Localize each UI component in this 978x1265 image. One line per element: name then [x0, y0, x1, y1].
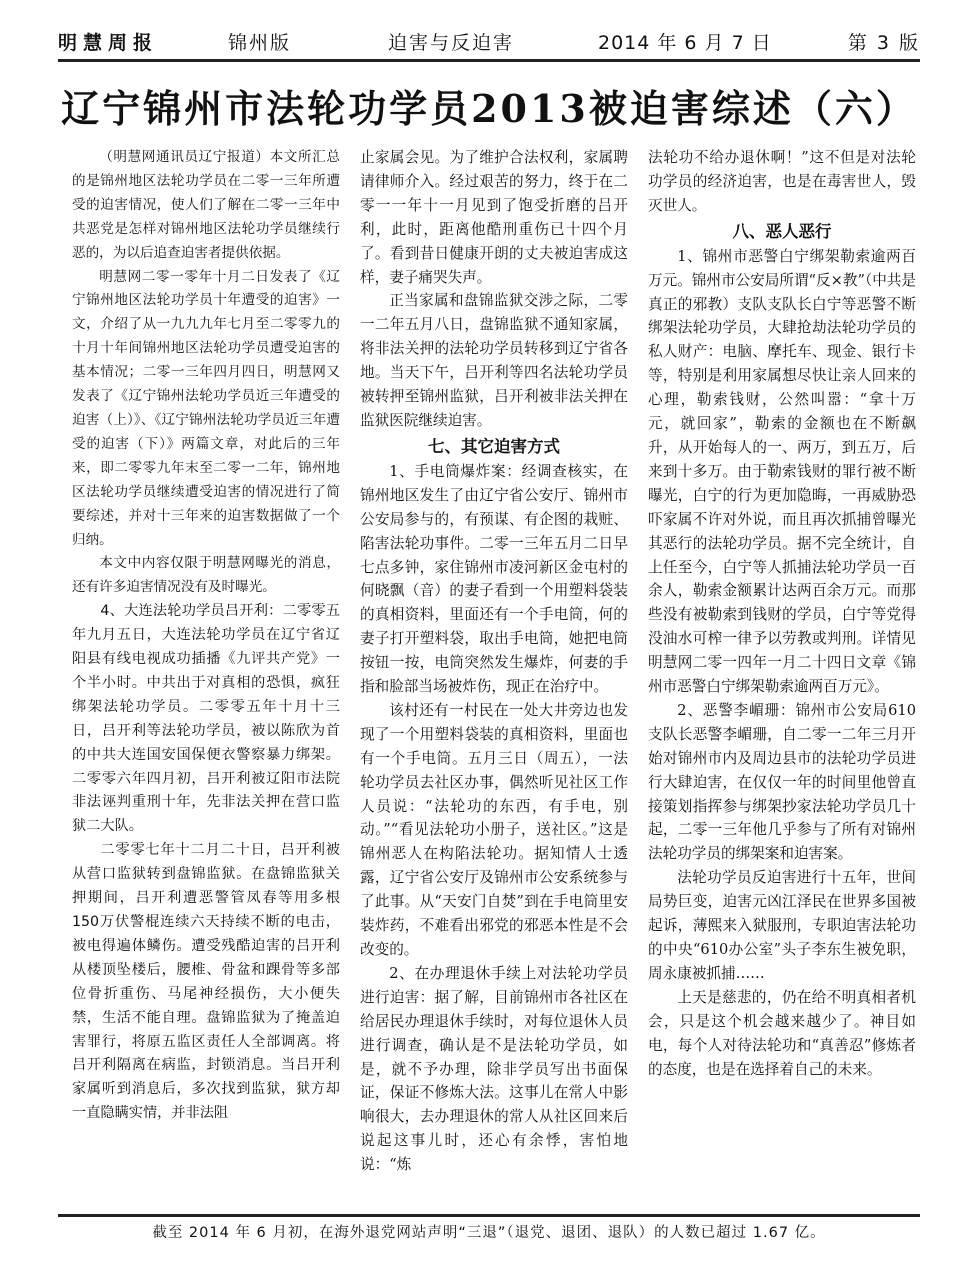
footer-divider — [58, 1214, 920, 1217]
paragraph: 该村还有一村民在一处大井旁边也发现了一个用塑料袋装的真相资料，里面也有一个手电筒。五月三日（周五），一法轮功学员去社区办事，偶然听见社区工作人员说：“法轮功的东西，有手电，别动。”“看见法轮功小册子，送社区。”这是锦州恶人在构陷法轮功。据知情人士透露，辽宁省公安厅及锦州市公安系统参与了此事。从“天安门自焚”到在手电筒里安装炸药，不难看出邪党的邪恶本性是不会改变的。 — [360, 701, 628, 958]
paragraph: （明慧网通讯员辽宁报道）本文所汇总的是锦州地区法轮功学员在二零一三年所遭受的迫害情况，使人们了解在二零一三年中共恶党是怎样对锦州地区法轮功学员继续行恶的，为以后追查迫害者提供依据。 — [72, 149, 340, 261]
paragraph: 止家属会见。为了维护合法权利，家属聘请律师介入。经过艰苦的努力，终于在二零一一年十一月见到了饱受折磨的吕开利，此时，距离他酷刑重伤已十四个月了。看到昔日健康开朗的丈夫被迫害成这样，妻子痛哭失声。 — [360, 149, 628, 286]
page-number: 第 3 版 — [847, 31, 920, 54]
column-1 — [72, 146, 340, 1206]
issue-date: 2014 年 6 月 7 日 — [598, 31, 772, 54]
paragraph: 2、恶警李嵋珊：锦州市公安局610支队长恶警李嵋珊，自二零一二年三月开始对锦州市内及周边县市的法轮功学员进行大肆迫害，在仅仅一年的时间里他曾直接策划指挥参与绑架抄家法轮功学员几十起，二零一三年他几乎参与了所有对锦州法轮功学员的绑架案和迫害案。 — [648, 701, 916, 863]
paragraph: 4、大连法轮功学员吕开利：二零零五年九月五日，大连法轮功学员在辽宁省辽阳县有线电视成功插播《九评共产党》一个半小时。中共出于对真相的恐惧，疯狂绑架法轮功学员。二零零五年十月十三日，吕开利等法轮功学员，被以陈欣为首的中共大连国安国保便衣警察暴力绑架。二零零六年四月初，吕开利被辽阳市法院非法诬判重刑十年，先非法关押在营口监狱二大队。 — [72, 603, 340, 835]
paragraph: 法轮功学员反迫害进行十五年，世间局势巨变，迫害元凶江泽民在世界多国被起诉，薄熙来入狱服刑，专职迫害法轮功的中央“610办公室”头子李东生被免职，周永康被抓捕…… — [648, 869, 916, 982]
paragraph: 二零零七年十二月二十日，吕开利被从营口监狱转到盘锦监狱。在盘锦监狱关押期间，吕开利遭恶警管凤春等用多根150万伏警棍连续六天持续不断的电击，被电得遍体鳞伤。遭受残酷迫害的吕开利从楼顶坠楼后，腰椎、骨盆和踝骨等多部位骨折重伤、马尾神经损伤，大小便失禁，生活不能自理。盘锦监狱为了掩盖迫害罪行，将原五监区责任人全部调离。将吕开利隔离在病监，封锁消息。当吕开利家属听到消息后，多次找到监狱，狱方却一直隐瞒实情，并非法阻 — [72, 842, 340, 1122]
section-heading: 七、其它迫害方式 — [428, 436, 560, 456]
section-heading: 八、恶人恶行 — [732, 221, 832, 241]
header-divider — [58, 59, 920, 62]
paragraph: 1、锦州市恶警白宁绑架勒索逾两百万元。锦州市公安局所谓“反×教”（中共是真正的邪教）支队支队长白宁等恶警不断绑架法轮功学员，大肆抢劫法轮功学员的私人财产：电脑、摩托车、现金、银行卡等，特别是利用家属想尽快让亲人回来的心理，勒索钱财，公然叫嚣：“拿十万元，就回家”，勒索的金额也在不断飙升，从开始每人的一、两万，到五万，后来到十多万。由于勒索钱财的罪行被不断曝光，白宁的行为更加隐晦，一再威胁恐吓家属不许对外说，而且再次抓捕曾曝光其恶行的法轮功学员。据不完全统计，自上任至今，白宁等人抓捕法轮功学员一百余人，勒索金额累计达两百余万元。而那些没有被勒索到钱财的学员，白宁等党得没油水可榨一律予以劳教或判刑。详情见明慧网二零一四年一月二十四日文章《锦州市恶警白宁绑架勒索逾两百万元》。 — [648, 247, 916, 696]
article-headline: 辽宁锦州市法轮功学员2013被迫害综述（六） — [61, 86, 917, 131]
masthead — [58, 24, 920, 58]
paragraph: 上天是慈悲的，仍在给不明真相者机会，只是这个机会越来越少了。神目如电，每个人对待法轮功和“真善忍”修炼者的态度，也是在选择着自己的未来。 — [648, 988, 916, 1078]
footer-notice: 截至 2014 年 6 月初，在海外退党网站声明“三退”（退党、退团、退队）的人数已超过 1.67 亿。 — [152, 1225, 826, 1241]
paragraph: 正当家属和盘锦监狱交涉之际，二零一二年五月八日，盘锦监狱不通知家属，将非法关押的法轮功学员转移到辽宁省各地。当天下午，吕开利等四名法轮功学员被转押至锦州监狱，吕开利被非法关押在监狱医院继续迫害。 — [360, 292, 628, 429]
column-3 — [648, 146, 916, 1206]
paragraph: 法轮功不给办退休啊！”这不但是对法轮功学员的经济迫害，也是在毒害世人，毁灭世人。 — [648, 149, 916, 214]
paragraph: 明慧网二零一零年十月二日发表了《辽宁锦州地区法轮功学员十年遭受的迫害》一文，介绍了从一九九九年七月至二零零九的十月十年间锦州地区法轮功学员遭受迫害的基本情况；二零一三年四月四日，明慧网又发表了《辽宁锦州法轮功学员近三年遭受的迫害（上）》、《辽宁锦州法轮功学员近三年遭受的迫害（下）》两篇文章，对此后的三年来，即二零零九年末至二零一二年，锦州地区法轮功学员继续遭受迫害的情况进行了简要综述，并对十三年来的迫害数据做了一个归纳。 — [72, 268, 340, 548]
paragraph: 2、在办理退休手续上对法轮功学员进行迫害：据了解，目前锦州市各社区在给居民办理退休手续时，对每位退休人员进行调查，确认是不是法轮功学员，如是，就不予办理，除非学员写出书面保证，保证不修炼大法。这事儿在常人中影响很大，去办理退休的常人从社区回来后说起这事儿时，还心有余悸，害怕地说：“炼 — [360, 964, 628, 1174]
newspaper-name: 明慧周报 — [58, 31, 159, 54]
paragraph: 1、手电筒爆炸案：经调查核实，在锦州地区发生了由辽宁省公安厅、锦州市公安局参与的，有预谋、有企图的栽赃、陷害法轮功事件。二零一三年五月二日早七点多钟，家住锦州市凌河新区金屯村的何晓飘（音）的妻子看到一个用塑料袋装的真相资料，里面还有一个手电筒，何的妻子打开塑料袋，取出手电筒，她把电筒按钮一按，电筒突然发生爆炸，何妻的手指和脸部当场被炸伤，现正在治疗中。 — [360, 462, 628, 696]
column-2 — [360, 146, 628, 1206]
article-body — [72, 146, 916, 1206]
edition-label: 锦州版 — [228, 31, 292, 54]
section-label: 迫害与反迫害 — [388, 31, 515, 54]
paragraph: 本文中内容仅限于明慧网曝光的消息，还有许多迫害情况没有及时曝光。 — [72, 555, 340, 596]
